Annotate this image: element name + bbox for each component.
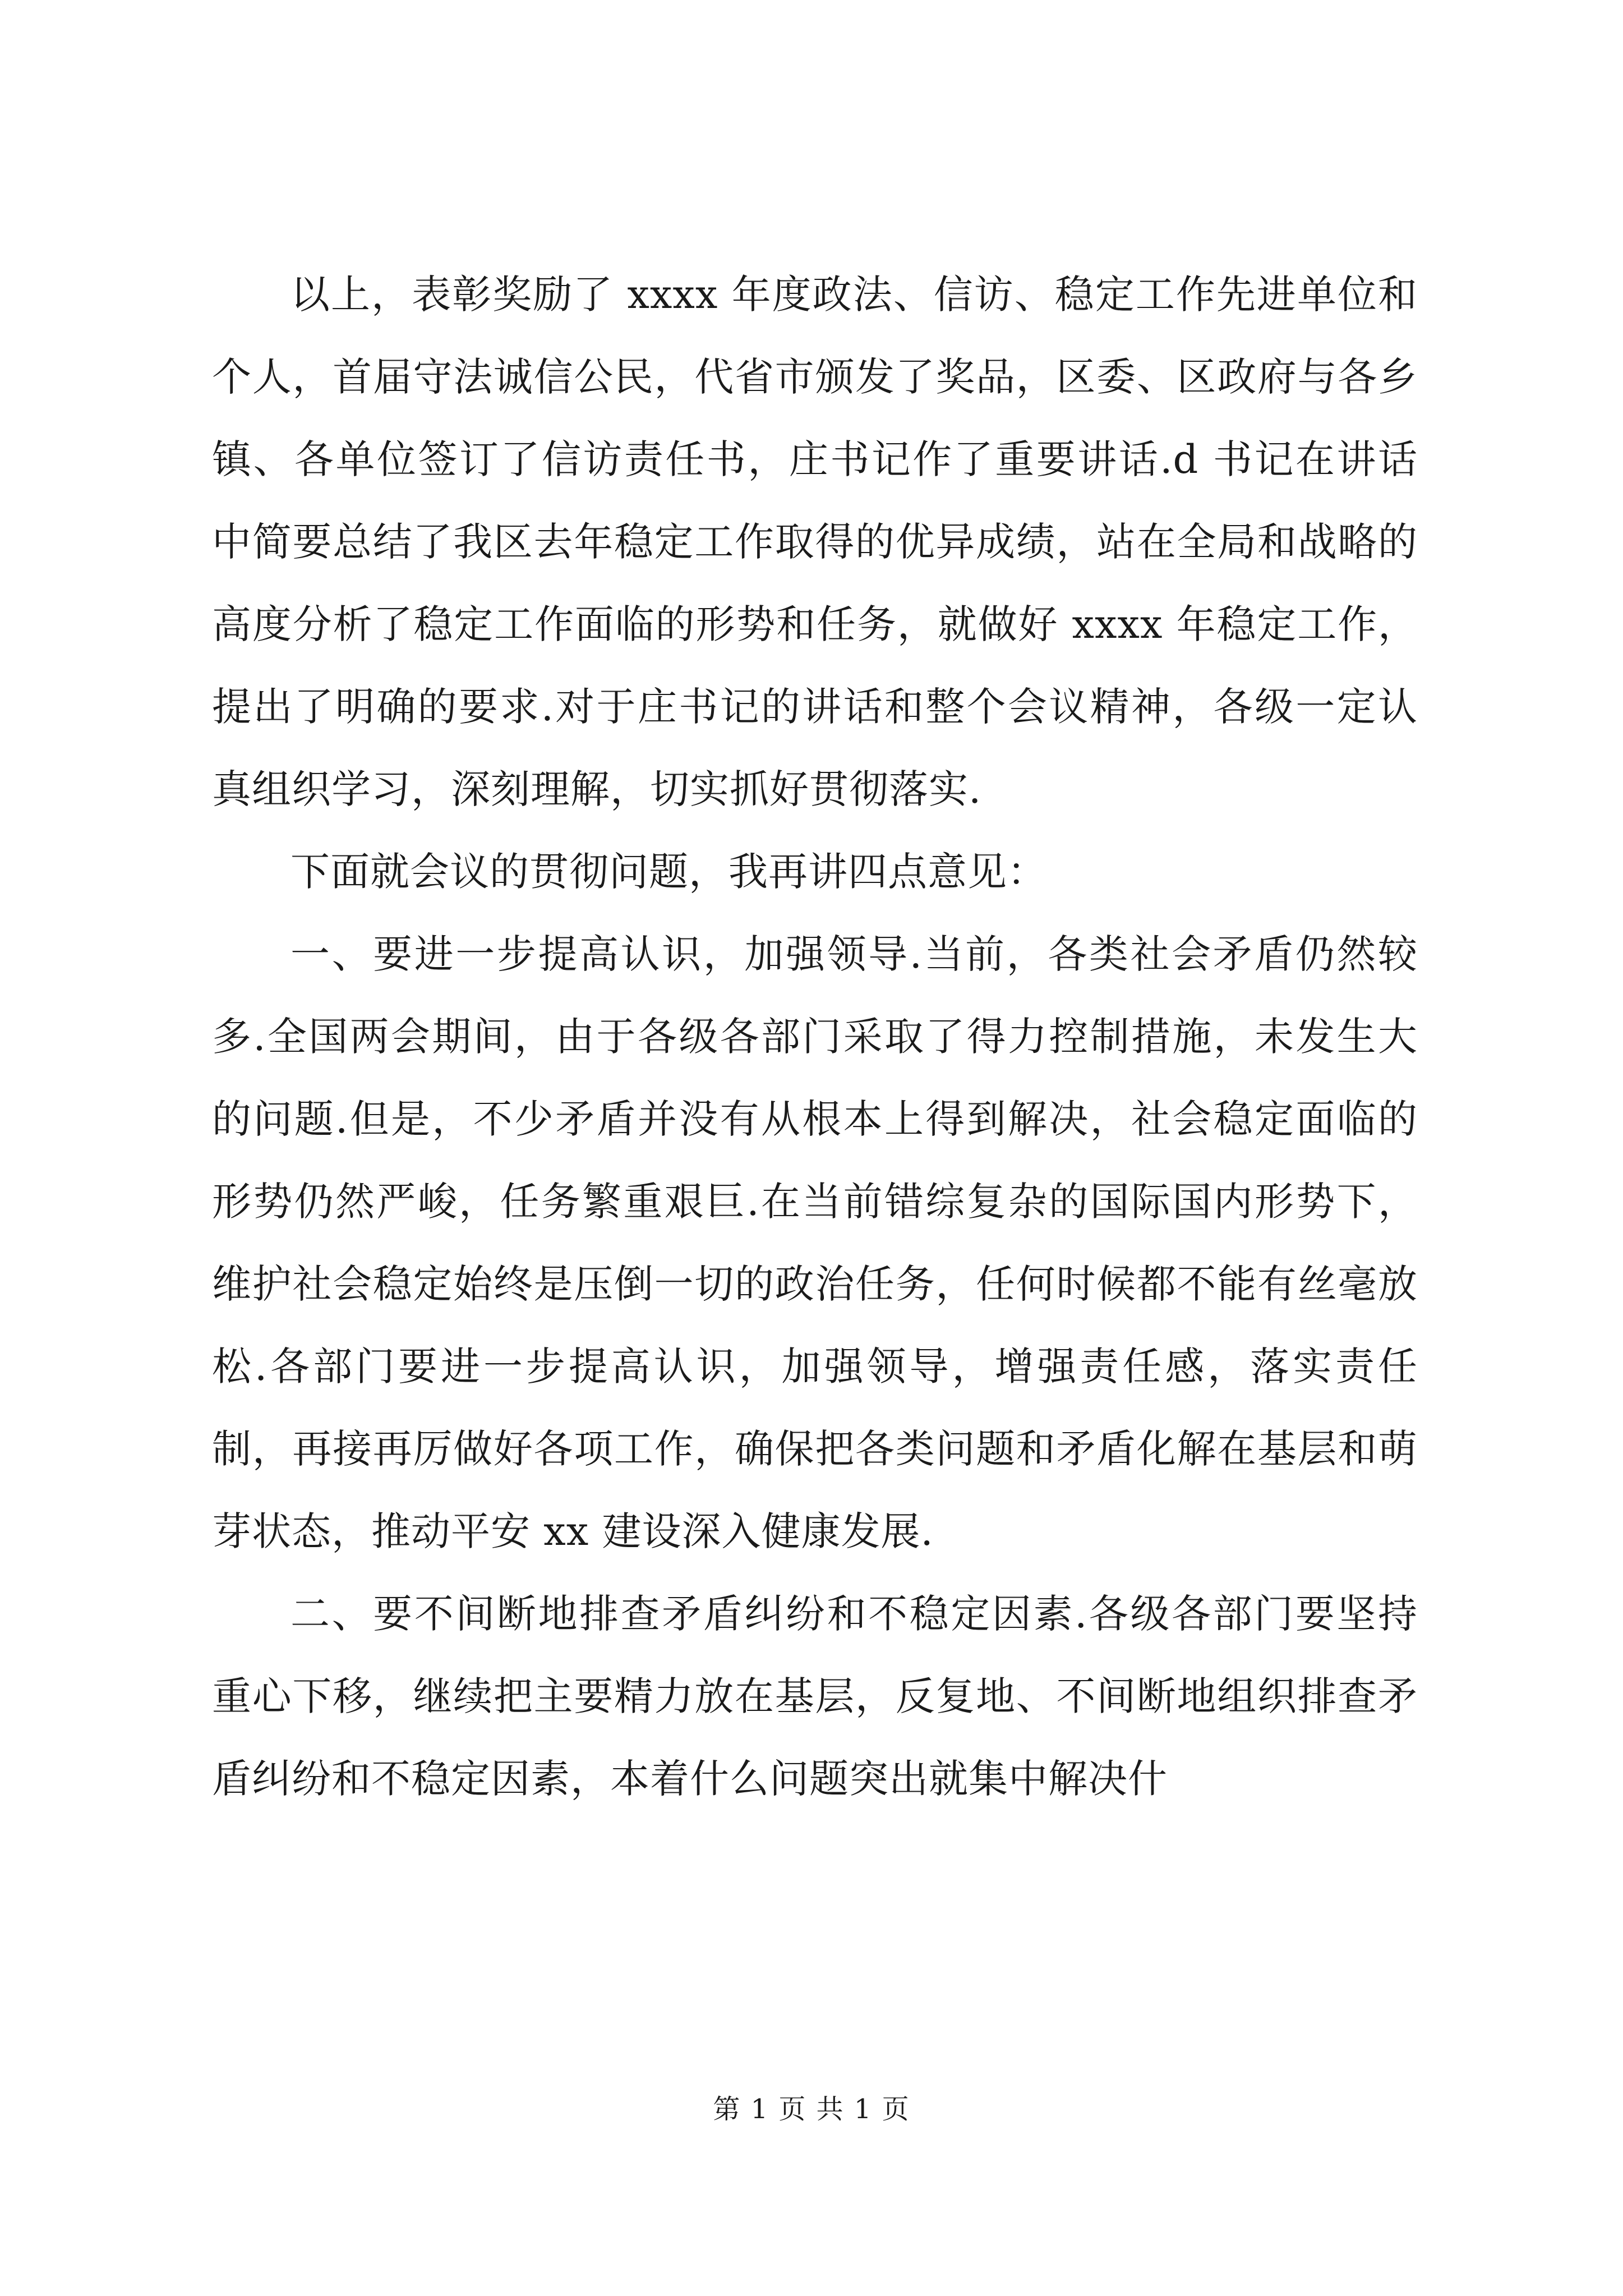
page-footer: 第 1 页 共 1 页 [713, 2093, 910, 2125]
paragraph-point-two: 二、要不间断地排查矛盾纠纷和不稳定因素.各级各部门要坚持重心下移，继续把主要精力放在基层，反复地、不间断地组织排查矛盾纠纷和不稳定因素，本着什么问题突出就集中解决什 [212, 1591, 1418, 1802]
paragraph-four-opinions-intro: 下面就会议的贯彻问题，我再讲四点意见： [291, 849, 1047, 895]
paragraph-point-one: 一、要进一步提高认识，加强领导.当前，各类社会矛盾仍然较多.全国两会期间，由于各级各部门采取了得力控制措施，未发生大的问题.但是，不少矛盾并没有从根本上得到解决，社会稳定面临的形势仍然严峻，任务繁重艰巨.在当前错综复杂的国际国内形势下，维护社会稳定始终是压倒一切的政治任务，任何时候都不能有丝毫放松.各部门要进一步提高认识，加强领导，增强责任感，落实责任制，再接再厉做好各项工作，确保把各类问题和矛盾化解在基层和萌芽状态，推动平安 xx 建设深入健康发展. [212, 931, 1418, 1554]
document-body [212, 254, 1418, 1820]
paragraph-commendation-summary: 以上，表彰奖励了 xxxx 年度政法、信访、稳定工作先进单位和个人，首届守法诚信公民，代省市颁发了奖品，区委、区政府与各乡镇、各单位签订了信访责任书，庄书记作了重要讲话.d 书记在讲话中简要总结了我区去年稳定工作取得的优异成绩，站在全局和战略的高度分析了稳定工作面临的形势和任务，就做好 xxxx 年稳定工作，提出了明确的要求.对于庄书记的讲话和整个会议精神，各级一定认真组织学习，深刻理解，切实抓好贯彻落实. [212, 272, 1418, 812]
